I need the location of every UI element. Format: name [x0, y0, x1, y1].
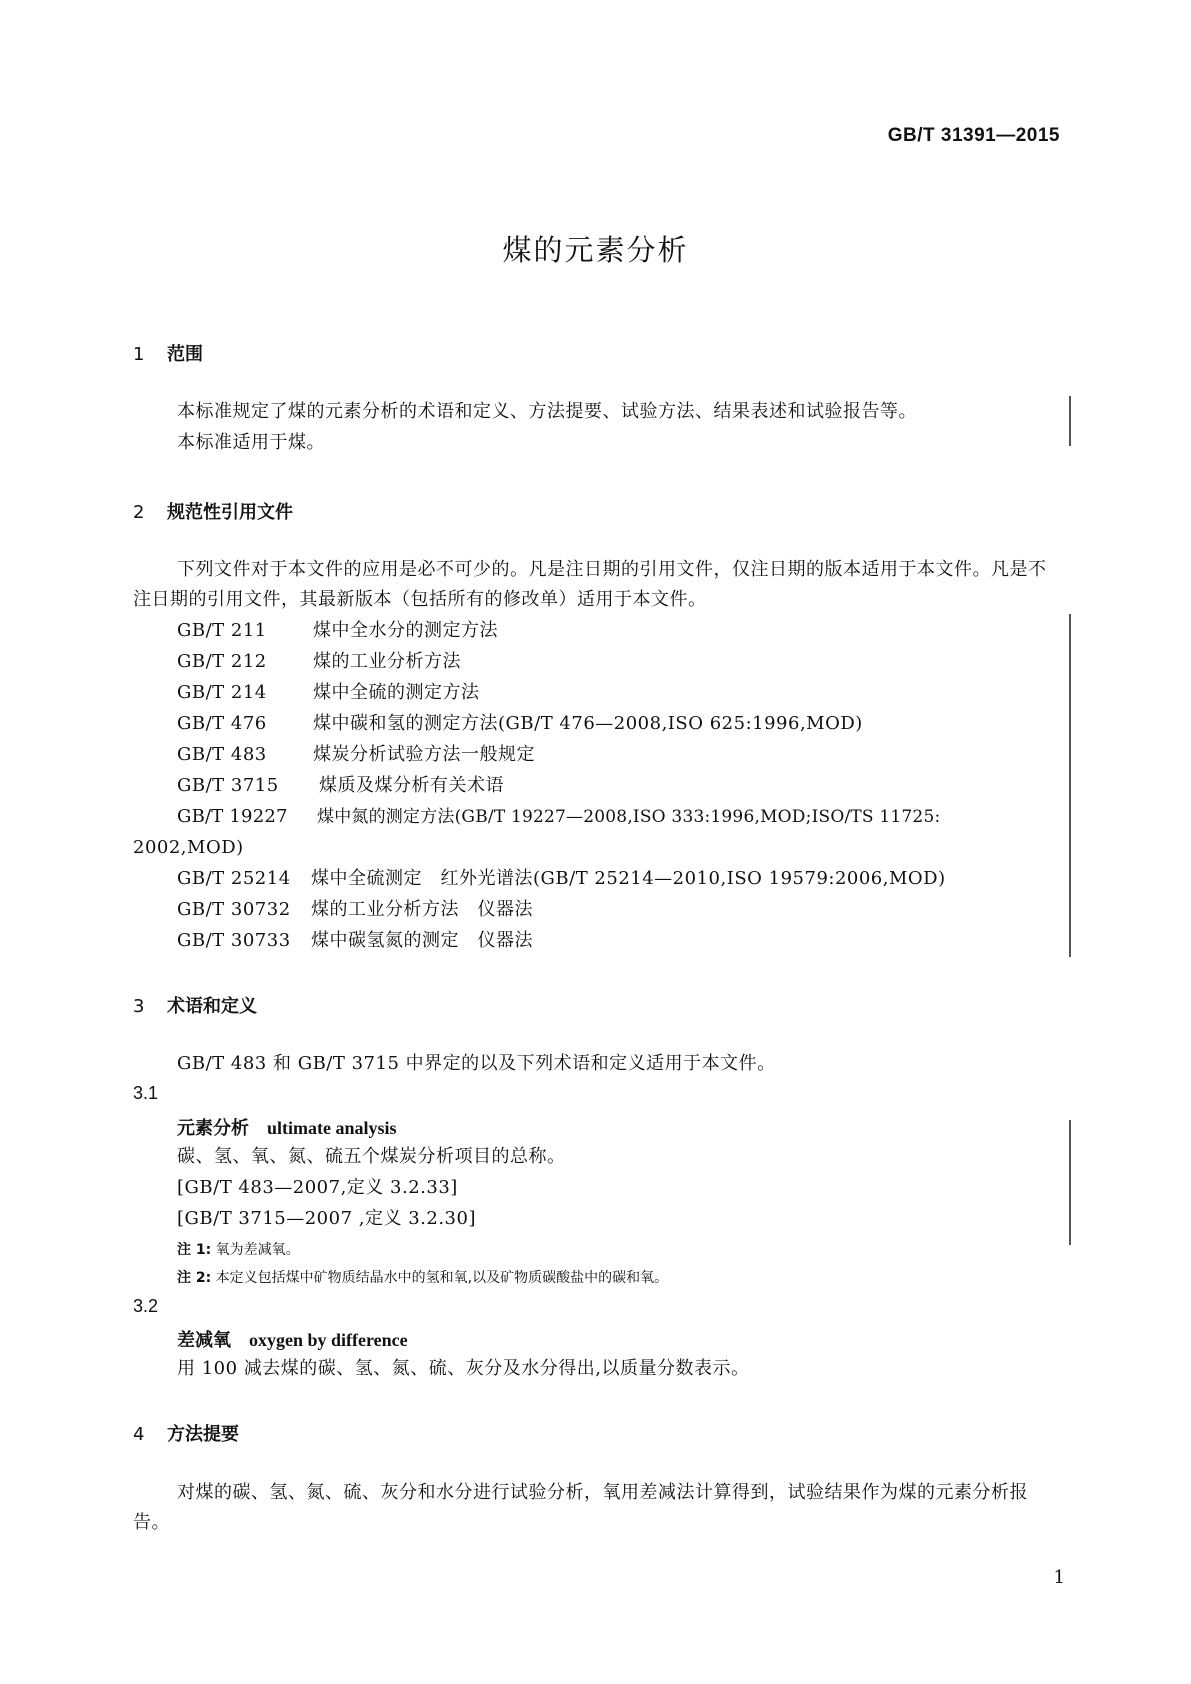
- term-english: ultimate analysis: [267, 1118, 397, 1138]
- page-title: 煤的元素分析: [502, 233, 689, 267]
- term-english: oxygen by difference: [249, 1330, 408, 1350]
- term-definition: 用 100 减去煤的碳、氢、氮、硫、灰分及水分得出,以质量分数表示。: [177, 1358, 750, 1379]
- reference-item: [177, 864, 946, 894]
- term-chinese: 元素分析: [177, 1118, 249, 1139]
- method-summary-paragraph: 对煤的碳、氢、氮、硫、灰分和水分进行试验分析，氧用差减法计算得到，试验结果作为煤的元素分析报告。: [133, 1482, 1028, 1533]
- reference-item: [177, 895, 533, 925]
- reference-code: GB/T 30733: [177, 930, 291, 951]
- reference-title: 煤中全硫的测定方法: [313, 682, 480, 703]
- reference-code: GB/T 3715: [177, 775, 279, 796]
- reference-title: 煤中碳氢氮的测定 仪器法: [311, 930, 533, 951]
- section-number: 3: [133, 996, 145, 1017]
- section-number: 4: [133, 1424, 145, 1445]
- reference-item: [177, 616, 498, 646]
- reference-code: GB/T 483: [177, 744, 267, 765]
- reference-code: GB/T 25214: [177, 868, 291, 889]
- section-title: 规范性引用文件: [167, 502, 293, 523]
- page-number: 1: [1053, 1567, 1065, 1588]
- reference-code: GB/T 19227: [177, 806, 288, 827]
- reference-code: GB/T 211: [177, 620, 267, 641]
- term-heading: [177, 1114, 397, 1140]
- reference-code: GB/T 214: [177, 682, 267, 703]
- reference-title: 煤的工业分析方法: [313, 651, 461, 672]
- term-heading: [177, 1326, 408, 1352]
- reference-continuation: 2002,MOD): [133, 837, 244, 858]
- reference-item: [177, 802, 940, 832]
- note-text: 本定义包括煤中矿物质结晶水中的氢和氧,以及矿物质碳酸盐中的碳和氧。: [215, 1270, 669, 1286]
- section-title: 术语和定义: [167, 996, 257, 1017]
- section-number: 2: [133, 502, 145, 523]
- section-3-heading: [133, 992, 257, 1018]
- reference-code: GB/T 212: [177, 651, 267, 672]
- reference-item: [177, 740, 535, 770]
- change-bar: [1069, 1120, 1071, 1245]
- reference-title: 煤炭分析试验方法一般规定: [313, 744, 535, 765]
- section-title: 范围: [167, 344, 203, 365]
- reference-item: [177, 926, 533, 956]
- section-1-heading: [133, 340, 203, 366]
- term-chinese: 差减氧: [177, 1330, 231, 1351]
- note-text: 氧为差减氧。: [215, 1242, 300, 1258]
- section-title: 方法提要: [167, 1424, 239, 1445]
- section-number: 1: [133, 344, 145, 365]
- standard-number: GB/T 31391—2015: [887, 125, 1060, 146]
- term-source: [GB/T 3715—2007 ,定义 3.2.30]: [177, 1208, 476, 1229]
- term-number: 3.2: [133, 1296, 159, 1316]
- reference-item: [177, 771, 504, 801]
- reference-code: GB/T 476: [177, 713, 267, 734]
- section-2-heading: [133, 498, 293, 524]
- reference-title: 煤质及煤分析有关术语: [319, 775, 504, 796]
- reference-item: [177, 709, 863, 739]
- term-source: [GB/T 483—2007,定义 3.2.33]: [177, 1177, 458, 1198]
- reference-code: GB/T 30732: [177, 899, 291, 920]
- section-4-heading: [133, 1420, 239, 1446]
- note-label: 注 2:: [177, 1270, 212, 1286]
- reference-title: 煤中氮的测定方法(GB/T 19227—2008,ISO 333:1996,MOD;ISO/TS 11725:: [317, 807, 941, 827]
- change-bar: [1069, 614, 1071, 957]
- reference-title: 煤中全硫测定 红外光谱法(GB/T 25214—2010,ISO 19579:2006,MOD): [311, 868, 946, 889]
- scope-paragraph-2: 本标准适用于煤。: [177, 432, 325, 453]
- reference-title: 煤中全水分的测定方法: [313, 620, 498, 641]
- scope-paragraph-1: 本标准规定了煤的元素分析的术语和定义、方法提要、试验方法、结果表述和试验报告等。: [177, 401, 917, 422]
- note-label: 注 1:: [177, 1242, 212, 1258]
- reference-title: 煤的工业分析方法 仪器法: [311, 899, 533, 920]
- references-intro: 下列文件对于本文件的应用是必不可少的。凡是注日期的引用文件，仅注日期的版本适用于本文件。凡是不注日期的引用文件，其最新版本（包括所有的修改单）适用于本文件。: [133, 559, 1047, 610]
- term-definition: 碳、氢、氧、氮、硫五个煤炭分析项目的总称。: [177, 1146, 566, 1167]
- term-number: 3.1: [133, 1083, 159, 1103]
- term-note: [177, 1267, 668, 1287]
- reference-item: [177, 678, 480, 708]
- terms-intro: GB/T 483 和 GB/T 3715 中界定的以及下列术语和定义适用于本文件。: [177, 1053, 776, 1074]
- reference-item: [177, 647, 461, 677]
- reference-title: 煤中碳和氢的测定方法(GB/T 476—2008,ISO 625:1996,MOD): [313, 713, 863, 734]
- change-bar: [1069, 396, 1071, 446]
- term-note: [177, 1239, 300, 1259]
